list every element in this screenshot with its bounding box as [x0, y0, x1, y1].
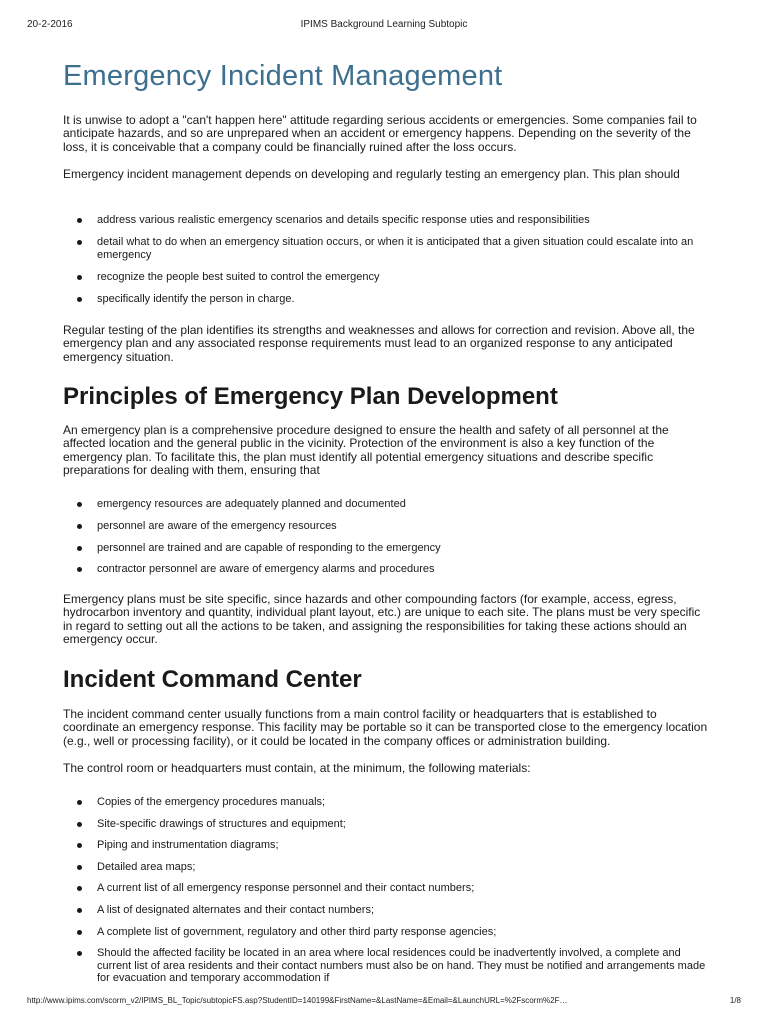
print-footer — [27, 994, 741, 1008]
list-item — [63, 839, 708, 852]
list-item-text: address various realistic emergency scenarios and details specific response uties and responsibilities — [97, 214, 590, 226]
command-center-paragraph: The incident command center usually functions from a main control facility or headquarters that is established to coordinate an emergency response. This facility may be portable so it can be transported close to the emergency location (e.g., well or processing facility), or it could be located in the company offices or administration building. — [63, 707, 708, 748]
bullet-icon — [77, 930, 82, 935]
print-page-title: IPIMS Background Learning Subtopic — [300, 19, 468, 30]
list-item — [63, 947, 708, 985]
bullet-icon — [77, 218, 82, 223]
bullet-icon — [77, 908, 82, 913]
list-item — [63, 926, 708, 939]
list-item-text: A current list of all emergency response personnel and their contact numbers; — [97, 882, 475, 895]
list-item — [63, 236, 708, 261]
principles-list — [63, 498, 441, 585]
list-item-text: A complete list of government, regulatory and other third party response agencies; — [97, 925, 497, 938]
bullet-icon — [77, 524, 82, 529]
plan-should-paragraph: Emergency incident management depends on developing and regularly testing an emergency plan. This plan should — [63, 167, 680, 181]
list-item-text: contractor personnel are aware of emergency alarms and procedures — [97, 563, 435, 576]
bullet-icon — [77, 502, 82, 507]
intro-paragraph: It is unwise to adopt a "can't happen here" attitude regarding serious accidents or emergencies. Some companies fail to anticipate hazards, and so are unprepared when an accident or emergency happens. Depending on the severity of the loss, it is conceivable that a company could be financially ruined after the loss occurs. — [63, 113, 697, 154]
bullet-icon — [77, 843, 82, 848]
list-item — [63, 861, 708, 874]
bullet-icon — [77, 800, 82, 805]
list-item-text: Detailed area maps; — [97, 860, 196, 873]
list-item-text: A list of designated alternates and their contact numbers; — [97, 903, 374, 916]
list-item-text: personnel are trained and are capable of responding to the emergency — [97, 541, 441, 554]
bullet-icon — [77, 546, 82, 551]
list-item-text: detail what to do when an emergency situation occurs, or when it is anticipated that a given situation could escalate into an emergency — [97, 236, 694, 261]
site-specific-paragraph: Emergency plans must be site specific, since hazards and other compounding factors (for example, access, egress, hydrocarbon inventory and quantity, individual plant layout, etc.) are unique to each site. The plans must be very specific in regard to setting out all the actions to be taken, and assigning the responsibilities for taking these actions should an emergency occur. — [63, 592, 701, 647]
plan-should-list — [63, 214, 708, 315]
list-item-text: specifically identify the person in charge. — [97, 293, 295, 306]
print-header — [27, 18, 741, 32]
list-item-text: Piping and instrumentation diagrams; — [97, 839, 279, 852]
page-title: Emergency Incident Management — [63, 60, 503, 92]
section-heading-principles: Principles of Emergency Plan Development — [63, 383, 558, 410]
list-item — [63, 293, 708, 306]
print-date: 20-2-2016 — [27, 19, 73, 30]
list-item-text: emergency resources are adequately planned and documented — [97, 498, 406, 510]
materials-intro-paragraph: The control room or headquarters must contain, at the minimum, the following materials: — [63, 761, 531, 775]
list-item — [63, 882, 708, 895]
list-item-text: Should the affected facility be located in an area where local residences could be inadvertently involved, a complete and current list of area residents and their contact numbers must also be on hand. They must be notified and arrangements made for evacuation and temporary accommodation if — [97, 947, 706, 985]
bullet-icon — [77, 951, 82, 956]
list-item — [63, 498, 441, 511]
list-item — [63, 271, 708, 284]
bullet-icon — [77, 240, 82, 245]
testing-paragraph: Regular testing of the plan identifies its strengths and weaknesses and allows for correction and revision. Above all, the emergency plan and any associated response requirements must lead to an organized response to any anticipated emergency situation. — [63, 323, 695, 364]
list-item — [63, 214, 708, 227]
list-item — [63, 542, 441, 555]
section-heading-command-center: Incident Command Center — [63, 666, 362, 693]
print-url[interactable]: http://www.ipims.com/scorm_v2/IPIMS_BL_Topic/subtopicFS.asp?StudentID=140199&FirstName=&LastName=&Email=&LaunchURL=%2Fscorm%2F… — [27, 996, 568, 1005]
list-item — [63, 904, 708, 917]
principles-paragraph: An emergency plan is a comprehensive procedure designed to ensure the health and safety of all personnel at the affected location and the general public in the vicinity. Protection of the environment is also a key function of the emergency plan. To facilitate this, the plan must identify all potential emergency situations and describe specific preparations for dealing with them, ensuring that — [63, 423, 669, 478]
bullet-icon — [77, 865, 82, 870]
list-item — [63, 818, 708, 831]
list-item — [63, 796, 708, 809]
list-item-text: personnel are aware of the emergency resources — [97, 519, 337, 532]
bullet-icon — [77, 886, 82, 891]
list-item-text: Site-specific drawings of structures and equipment; — [97, 817, 346, 830]
list-item-text: Copies of the emergency procedures manuals; — [97, 796, 326, 808]
bullet-icon — [77, 297, 82, 302]
bullet-icon — [77, 567, 82, 572]
list-item — [63, 520, 441, 533]
page-number: 1/8 — [729, 996, 741, 1005]
list-item — [63, 563, 441, 576]
bullet-icon — [77, 275, 82, 280]
bullet-icon — [77, 822, 82, 827]
materials-list — [63, 796, 708, 994]
list-item-text: recognize the people best suited to control the emergency — [97, 270, 380, 283]
